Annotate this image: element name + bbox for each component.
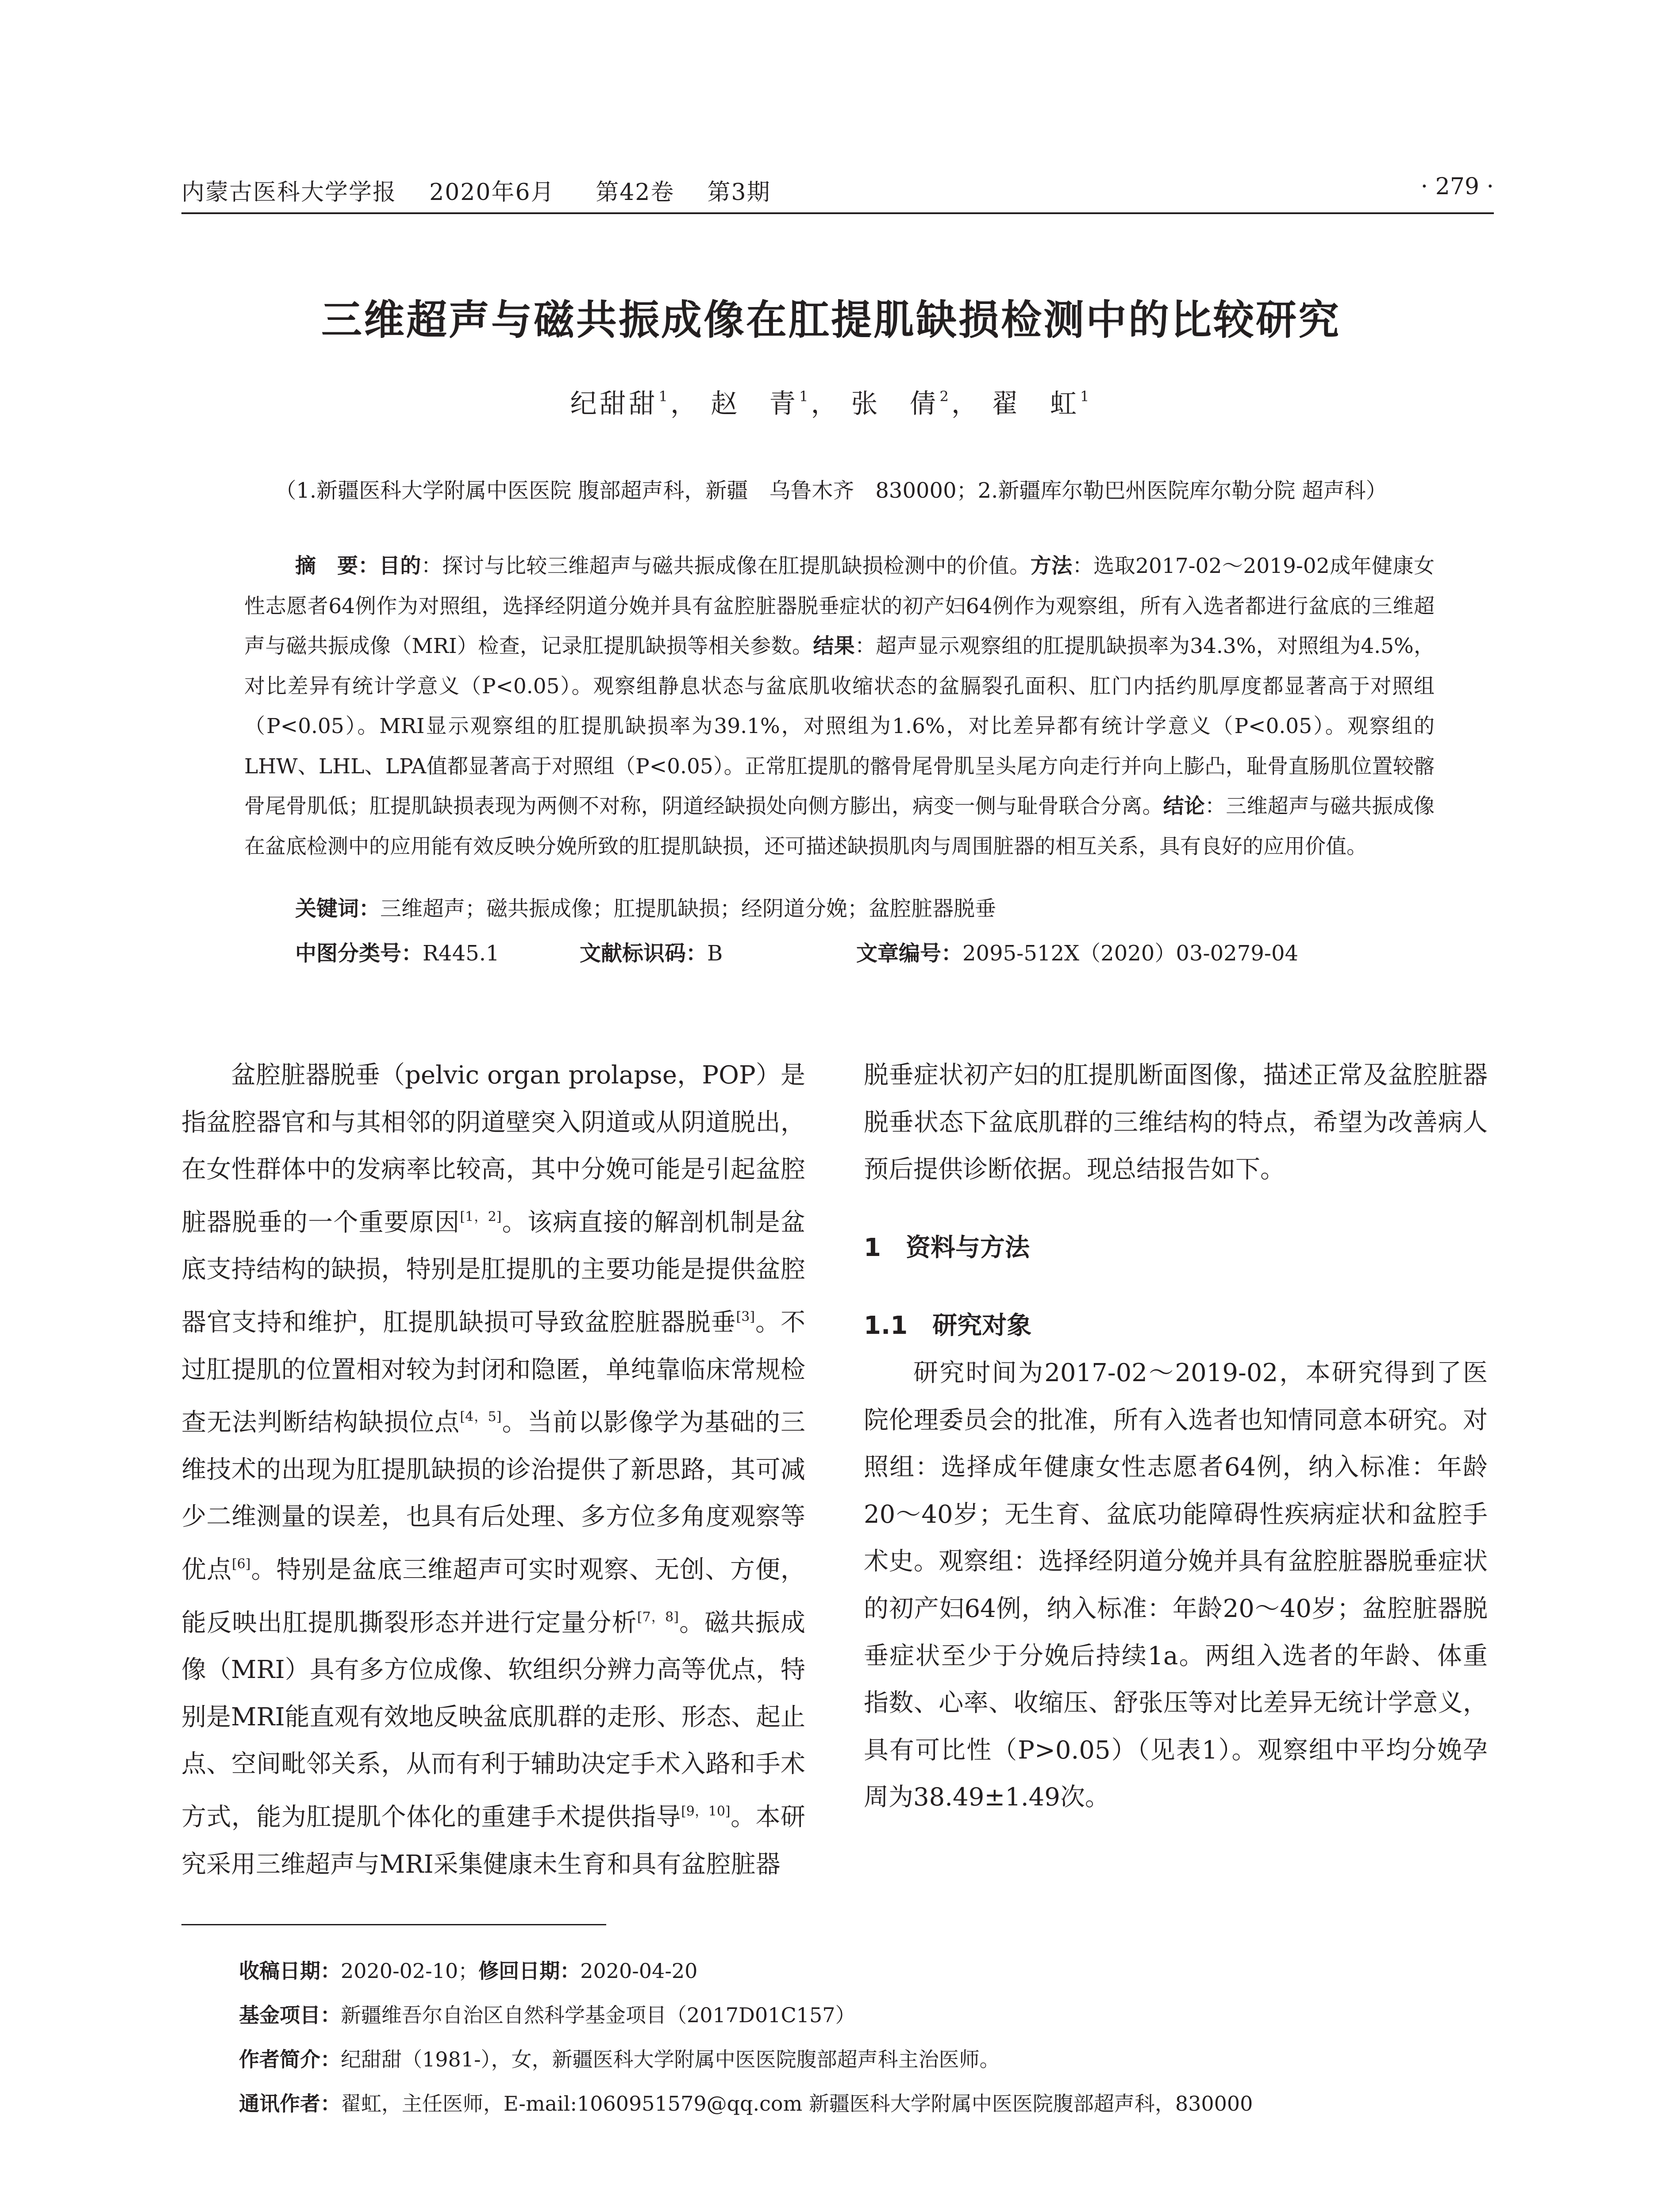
footnote-label: 收稿日期： [239,1959,341,1983]
body-text: 。本研究采用三维超声与MRI采集健康未生育和具有盆腔脏器 [181,1802,805,1879]
author-list: 纪甜甜$^1$， 赵 青$^1$， 张 倩$^2$， 翟 虹$^1$ [570,388,1092,419]
methods-text: ：选取2017-02～2019-02成年健康女性志愿者64例作为对照组，选择经阴道分娩并具有盆腔脏器脱垂症状的初产妇64例作为观察组，所有入选者都进行盆底的三维超声与磁共振成像（MRI）检查，记录肛提肌缺损等相关参数。 [244,554,1435,658]
clc-label: 中图分类号： [295,941,423,966]
footnote-text: 新疆维吾尔自治区自然科学基金项目（2017D01C157） [341,2003,856,2027]
footnotes [239,1949,1253,2126]
article-title: 三维超声与磁共振成像在肛提肌缺损检测中的比较研究 [321,296,1341,344]
issue-date: 2020年6月 [429,179,555,206]
footnote-received [239,1949,1253,1993]
footnote-label: 修回日期： [478,1959,581,1983]
author-name: 赵 青 [711,388,799,419]
keywords-text: 三维超声；磁共振成像；肛提肌缺损；经阴道分娩；盆腔脏器脱垂 [380,896,996,921]
footnote-text: 翟虹，主任医师，E-mail:1060951579@qq.com 新疆医科大学附属中医医院腹部超声科，830000 [341,2092,1253,2116]
methods-label: 方法 [1030,554,1073,578]
author-affiliation-mark: 1 [1080,388,1092,405]
results-label: 结果 [813,634,855,658]
body-paragraph: 脱垂症状初产妇的肛提肌断面图像，描述正常及盆腔脏器脱垂状态下盆底肌群的三维结构的特点，希望为改善病人预后提供诊断依据。现总结报告如下。 [864,1061,1488,1184]
footnote-label: 通讯作者： [239,2092,341,2116]
abstract-label: 摘 要： [295,554,379,578]
citation: [1，2] [460,1209,502,1225]
article-number [856,936,1298,967]
body-text: 。特别是盆底三维超声可实时观察、无创、方便，能反映出肛提肌撕裂形态并进行定量分析 [181,1555,806,1637]
footnote-corresponding [239,2081,1253,2126]
results-text: ：超声显示观察组的肛提肌缺损率为34.3%，对照组为4.5%，对比差异有统计学意义（P<0.05）。观察组静息状态与盆底肌收缩状态的盆膈裂孔面积、肛门内括约肌厚度都显著高于对照组（P<0.05）。MRI显示观察组的肛提肌缺损率为39.1%，对照组为1.6%，对比差异都有统计学意义（P<0.05）。观察组的LHW、LHL、LPA值都显著高于对照组（P<0.05）。正常肛提肌的髂骨尾骨肌呈头尾方向走行并向上膨凸，耻骨直肠肌位置较髂骨尾骨肌低；肛提肌缺损表现为两侧不对称，阴道经缺损处向侧方膨出，病变一侧与耻骨联合分离。 [244,634,1435,818]
conclusion-label: 结论 [1163,794,1205,818]
clc-number [295,936,500,967]
author-name: 翟 虹 [991,388,1079,419]
body-text: 盆腔脏器脱垂（pelvic organ prolapse，POP）是指盆腔器官和与其相邻的阴道壁突入阴道或从阴道脱出，在女性群体中的发病率比较高，其中分娩可能是引起盆腔脏器脱垂的一个重要原因 [181,1061,805,1237]
footnote-text: 2020-04-20 [580,1959,698,1983]
body-text: 。磁共振成像（MRI）具有多方位成像、软组织分辨力高等优点，特别是MRI能直观有效地反映盆底肌群的走形、形态、起止点、空间毗邻关系，从而有利于辅助决定手术入路和手术方式，能为肛提肌个体化的重建手术提供指导 [181,1608,806,1832]
page-number: · 279 · [1420,173,1494,200]
body-text: 。该病直接的解剖机制是盆底支持结构的缺损，特别是肛提肌的主要功能是提供盆腔器官支持和维护，肛提肌缺损可导致盆腔脏器脱垂 [181,1208,806,1337]
body-column-left [181,1052,805,1888]
affiliation: （1.新疆医科大学附属中医医院 腹部超声科，新疆 乌鲁木齐 830000；2.新疆库尔勒巴州医院库尔勒分院 超声科） [275,478,1387,503]
body-text: 。不过肛提肌的位置相对较为封闭和隐匿，单纯靠临床常规检查无法判断结构缺损位点 [181,1308,806,1437]
subsection-heading: 1.1 研究对象 [864,1311,1032,1340]
issue: 第3期 [707,179,771,206]
journal-name: 内蒙古医科大学学报 [181,179,397,206]
author-name: 纪甜甜 [570,388,658,419]
volume: 第42卷 [596,179,675,206]
doc-code-value: B [707,941,723,966]
header-rule [181,212,1494,214]
footnote-label: 基金项目： [239,2003,341,2027]
footnote-fund [239,1993,1253,2037]
body-text: 。当前以影像学为基础的三维技术的出现为肛提肌缺损的诊治提供了新思路，其可减少二维测量的误差，也具有后处理、多方位多角度观察等优点 [181,1408,806,1584]
author-affiliation-mark: 1 [658,388,671,405]
citation: [9，10] [681,1803,731,1819]
objective-text: ：探讨与比较三维超声与磁共振成像在肛提肌缺损检测中的价值。 [421,554,1031,578]
footnote-rule [181,1924,606,1925]
doc-code-label: 文献标识码： [580,941,708,966]
article-number-value: 2095-512X（2020）03-0279-04 [962,941,1299,966]
author-name: 张 倩 [851,388,939,419]
citation: [3] [736,1309,755,1325]
citation: [4，5] [460,1409,502,1425]
clc-value: R445.1 [423,941,500,966]
section-heading: 1 资料与方法 [864,1233,1030,1262]
citation: [7，8] [637,1609,679,1625]
author-affiliation-mark: 2 [939,388,951,405]
footnote-text: 2020-02-10； [341,1959,479,1983]
footnote-label: 作者简介： [239,2047,341,2071]
abstract [244,546,1435,867]
body-column-right [864,1052,1488,1821]
running-header [181,173,771,207]
footnote-author-bio [239,2037,1253,2081]
objective-label: 目的 [379,554,421,578]
body-paragraph [181,1052,805,1888]
keywords [295,891,996,922]
body-paragraph: 研究时间为2017-02～2019-02，本研究得到了医院伦理委员会的批准，所有入选者也知情同意本研究。对照组：选择成年健康女性志愿者64例，纳入标准：年龄20～40岁；无生育、盆底功能障碍性疾病症状和盆腔手术史。观察组：选择经阴道分娩并具有盆腔脏器脱垂症状的初产妇64例，纳入标准：年龄20～40岁；盆腔脏器脱垂症状至少于分娩后持续1a。两组入选者的年龄、体重指数、心率、收缩压、舒张压等对比差异无统计学意义，具有可比性（P>0.05）（见表1）。观察组中平均分娩孕周为38.49±1.49次。 [864,1358,1488,1812]
document-code [580,936,723,967]
conclusion-text: ：三维超声与磁共振成像在盆底检测中的应用能有效反映分娩所致的肛提肌缺损，还可描述缺损肌肉与周围脏器的相互关系，具有良好的应用价值。 [244,794,1435,859]
author-affiliation-mark: 1 [799,388,811,405]
citation: [6] [231,1556,251,1572]
article-number-label: 文章编号： [856,941,963,966]
keywords-label: 关键词： [295,896,381,921]
footnote-text: 纪甜甜（1981-），女，新疆医科大学附属中医医院腹部超声科主治医师。 [341,2047,1000,2071]
